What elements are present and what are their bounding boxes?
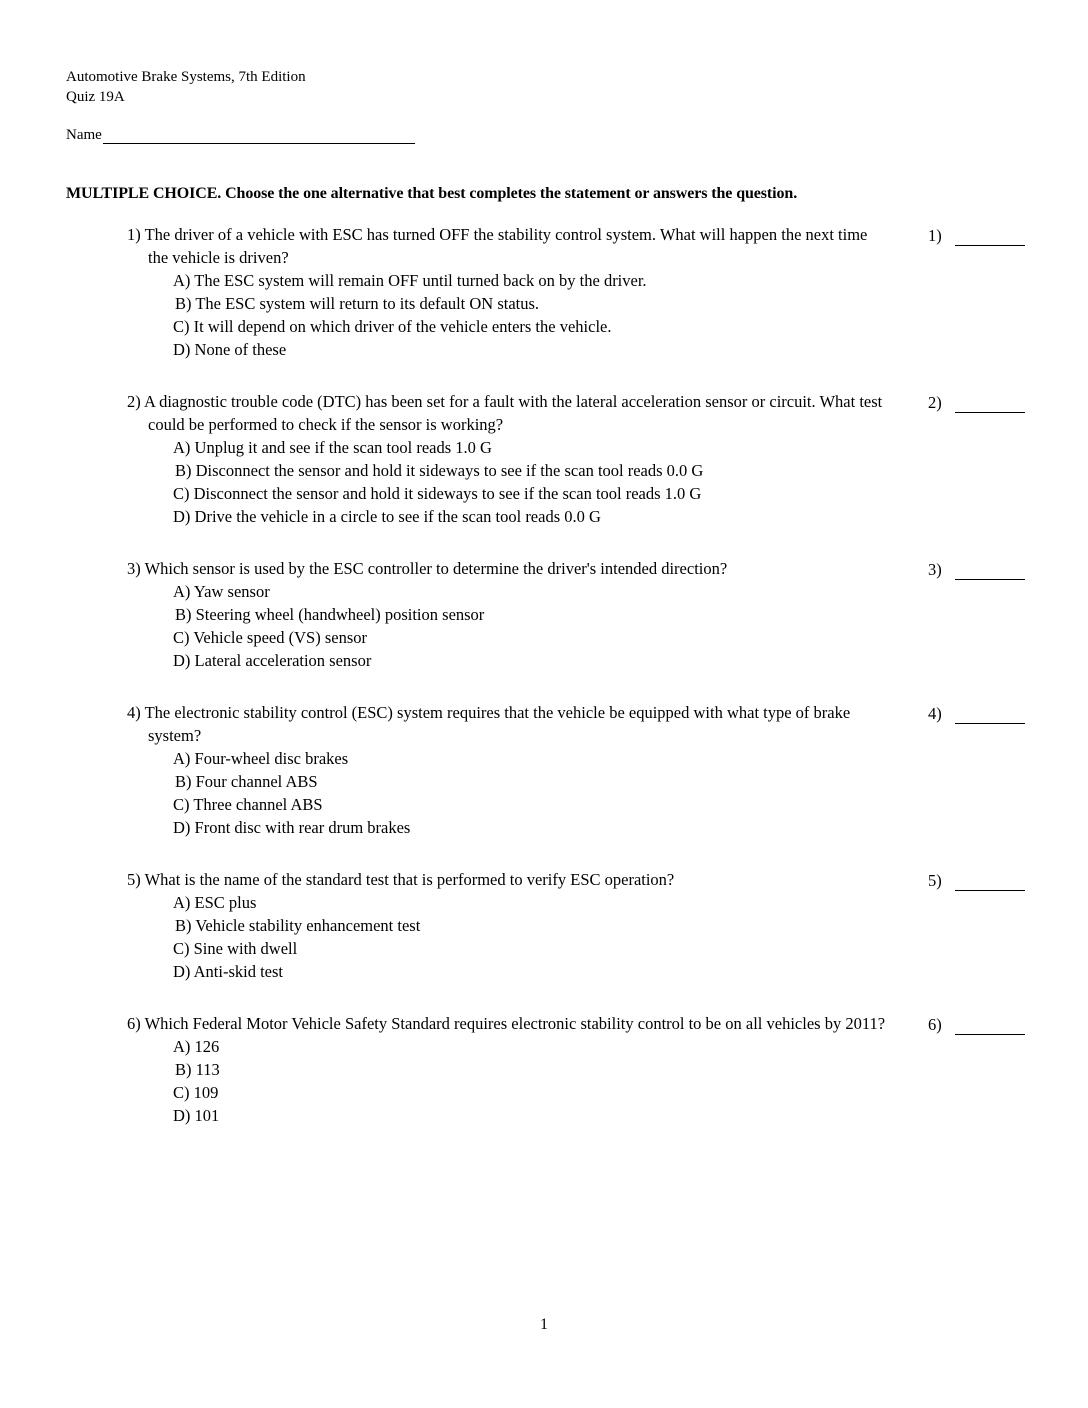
- option-a: A) ESC plus: [173, 893, 257, 912]
- question-5: [127, 868, 887, 983]
- answer-blank[interactable]: [955, 875, 1025, 891]
- answer-label: 6): [928, 1015, 942, 1034]
- option-a: A) Four-wheel disc brakes: [173, 749, 349, 768]
- name-label: Name: [66, 127, 102, 143]
- option-b: B) Vehicle stability enhancement test: [175, 916, 421, 935]
- question-stem: 2) A diagnostic trouble code (DTC) has been set for a fault with the lateral acceleration sensor or circuit. What test could be performed to check if the sensor is working?: [127, 392, 883, 434]
- answer-label: 2): [928, 393, 942, 412]
- option-c: C) Disconnect the sensor and hold it sideways to see if the scan tool reads 1.0 G: [173, 484, 702, 503]
- question-stem: 5) What is the name of the standard test that is performed to verify ESC operation?: [127, 870, 675, 889]
- option-b: B) Steering wheel (handwheel) position sensor: [175, 605, 485, 624]
- option-d: D) Anti-skid test: [173, 962, 283, 981]
- option-a: A) 126: [173, 1037, 220, 1056]
- name-blank[interactable]: [103, 125, 415, 144]
- answer-label: 1): [928, 226, 942, 245]
- question-stem: 3) Which sensor is used by the ESC controller to determine the driver's intended direction?: [127, 559, 728, 578]
- option-a: A) Unplug it and see if the scan tool reads 1.0 G: [173, 438, 492, 457]
- answer-blank[interactable]: [955, 397, 1025, 413]
- option-b: B) Four channel ABS: [175, 772, 318, 791]
- document-header: [66, 67, 306, 107]
- name-field: [66, 125, 415, 144]
- option-c: C) Vehicle speed (VS) sensor: [173, 628, 367, 647]
- option-b: B) The ESC system will return to its default ON status.: [175, 294, 540, 313]
- answer-blank[interactable]: [955, 708, 1025, 724]
- option-d: D) 101: [173, 1106, 220, 1125]
- option-a: A) The ESC system will remain OFF until turned back on by the driver.: [173, 271, 647, 290]
- question-3: [127, 557, 887, 672]
- answer-label: 4): [928, 704, 942, 723]
- option-d: D) Lateral acceleration sensor: [173, 651, 372, 670]
- instructions: MULTIPLE CHOICE. Choose the one alternative that best completes the statement or answers the question.: [66, 185, 798, 202]
- answer-slot-2: [928, 393, 1025, 413]
- question-6: [127, 1012, 887, 1127]
- option-a: A) Yaw sensor: [173, 582, 270, 601]
- answer-slot-3: [928, 560, 1025, 580]
- answer-label: 5): [928, 871, 942, 890]
- question-1: [127, 223, 887, 361]
- option-d: D) Drive the vehicle in a circle to see if the scan tool reads 0.0 G: [173, 507, 601, 526]
- question-stem: 4) The electronic stability control (ESC) system requires that the vehicle be equipped with what type of brake system?: [127, 703, 851, 745]
- answer-label: 3): [928, 560, 942, 579]
- question-stem: 6) Which Federal Motor Vehicle Safety Standard requires electronic stability control to be on all vehicles by 2011?: [127, 1014, 886, 1033]
- option-b: B) Disconnect the sensor and hold it sideways to see if the scan tool reads 0.0 G: [175, 461, 704, 480]
- option-c: C) Sine with dwell: [173, 939, 298, 958]
- answer-slot-6: [928, 1015, 1025, 1035]
- question-4: [127, 701, 887, 839]
- quiz-title: Quiz 19A: [66, 89, 125, 105]
- option-d: D) None of these: [173, 340, 287, 359]
- course-title: Automotive Brake Systems, 7th Edition: [66, 69, 306, 85]
- option-c: C) Three channel ABS: [173, 795, 323, 814]
- option-c: C) It will depend on which driver of the vehicle enters the vehicle.: [173, 317, 612, 336]
- answer-blank[interactable]: [955, 230, 1025, 246]
- answer-blank[interactable]: [955, 1019, 1025, 1035]
- answer-slot-4: [928, 704, 1025, 724]
- option-c: C) 109: [173, 1083, 219, 1102]
- option-b: B) 113: [175, 1060, 220, 1079]
- option-d: D) Front disc with rear drum brakes: [173, 818, 411, 837]
- question-2: [127, 390, 887, 528]
- answer-blank[interactable]: [955, 564, 1025, 580]
- question-stem: 1) The driver of a vehicle with ESC has turned OFF the stability control system. What will happen the next time the vehicle is driven?: [127, 225, 868, 267]
- answer-slot-5: [928, 871, 1025, 891]
- page-number: 1: [540, 1316, 548, 1333]
- answer-slot-1: [928, 226, 1025, 246]
